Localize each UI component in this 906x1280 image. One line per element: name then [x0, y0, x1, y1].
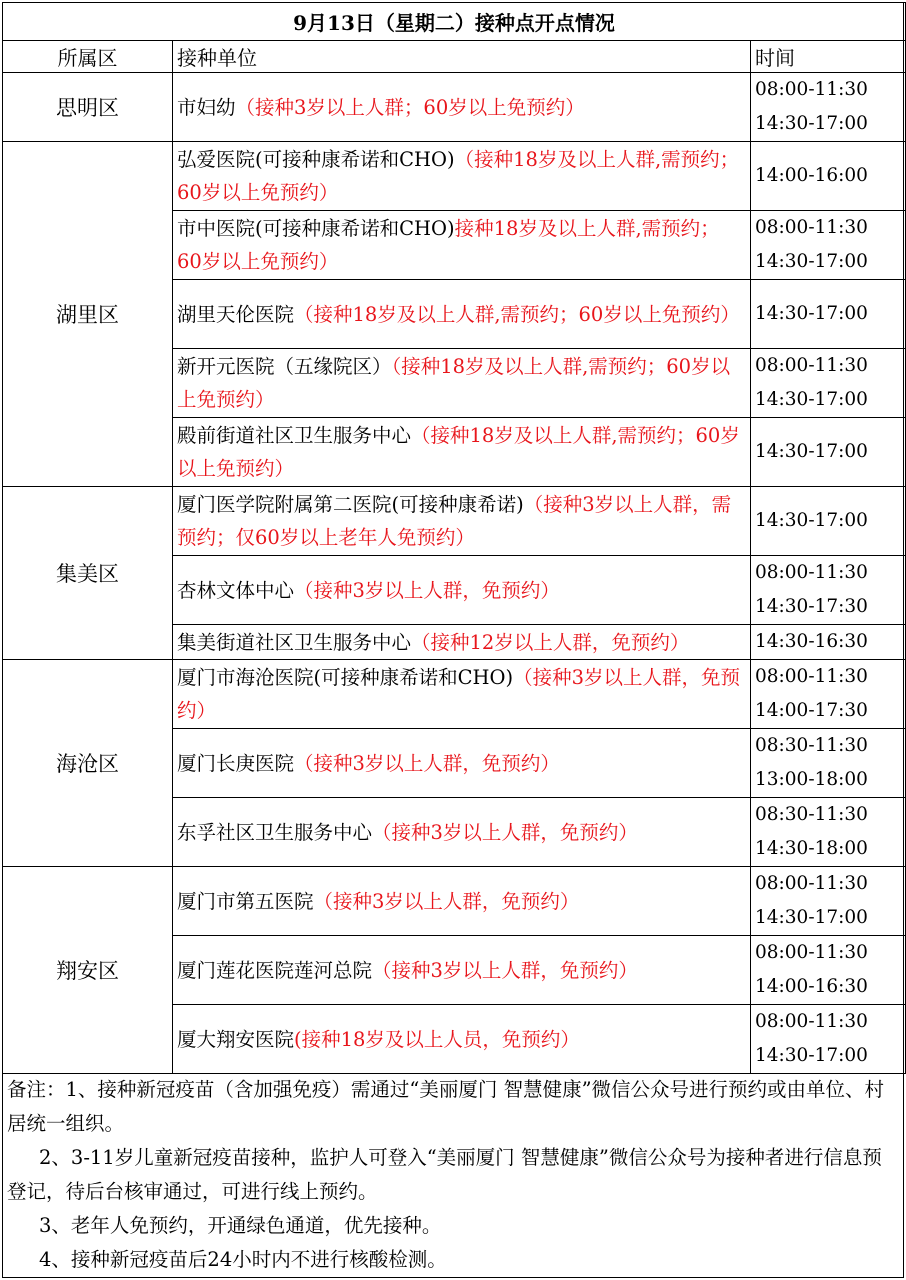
district-cell: 湖里区: [3, 142, 173, 487]
time-cell: [751, 556, 906, 625]
time-cell: [751, 211, 906, 280]
unit-name: 东孚社区卫生服务中心: [177, 820, 373, 844]
district-cell: 集美区: [3, 487, 173, 660]
time-slot: 08:00-11:30: [755, 1011, 868, 1032]
time-cell: [751, 936, 906, 1005]
unit-note: （接种3岁以上人群，免预约）: [372, 958, 638, 982]
time-cell: [751, 73, 906, 142]
unit-note: （接种12岁以上人群，免预约）: [411, 630, 690, 654]
time-cell: [751, 660, 906, 729]
header-district: 所属区: [3, 41, 173, 73]
time-slot: 08:00-11:30: [755, 942, 868, 963]
notes-section: [3, 1073, 901, 1277]
unit-note: （接种3岁以上人群，免预约）: [294, 578, 560, 602]
unit-name: 厦门莲花医院莲河总院: [177, 958, 373, 982]
unit-note: （接种3岁以上人群，免预约）: [294, 751, 560, 775]
time-slot: 14:30-17:00: [755, 907, 868, 928]
time-slot: 14:30-16:30: [755, 631, 868, 652]
note-4: 4、接种新冠疫苗后24小时内不进行核酸检测。: [39, 1248, 447, 1271]
note-3: 3、老年人免预约，开通绿色通道，优先接种。: [39, 1214, 442, 1237]
time-slot: 08:00-11:30: [755, 79, 868, 100]
vaccination-schedule-document: [2, 2, 904, 1278]
time-cell: [751, 487, 906, 556]
time-cell: [751, 625, 906, 660]
time-slot: 14:30-17:00: [755, 510, 868, 531]
header-time: 时间: [751, 41, 906, 73]
time-cell: [751, 280, 906, 349]
table-row: [3, 142, 906, 211]
unit-note: (接种18岁及以上人员，免预约）: [294, 1027, 580, 1051]
unit-note: （接种3岁以上人群，免预约）: [177, 666, 741, 722]
unit-name: 厦门长庚医院: [177, 751, 295, 775]
note-1: 备注：1、接种新冠疫苗（含加强免疫）需通过“美丽厦门 智慧健康”微信公众号进行预约或由单位、村居统一组织。: [7, 1078, 885, 1135]
unit-name: 厦大翔安医院: [177, 1027, 295, 1051]
time-slot: 14:00-16:00: [755, 165, 868, 186]
unit-cell: [173, 280, 751, 349]
unit-cell: [173, 487, 751, 556]
time-slot: 14:00-16:30: [755, 976, 868, 997]
unit-cell: [173, 867, 751, 936]
time-slot: 14:30-17:00: [755, 1045, 868, 1066]
unit-note: （接种18岁及以上人群,需预约；60岁以上免预约）: [177, 424, 740, 480]
time-slot: 14:00-17:30: [755, 700, 868, 721]
unit-cell: [173, 349, 751, 418]
time-slot: 14:30-17:00: [755, 441, 868, 462]
time-cell: [751, 1005, 906, 1074]
unit-name: 杏林文体中心: [177, 578, 295, 602]
unit-cell: [173, 625, 751, 660]
header-unit: 接种单位: [173, 41, 751, 73]
schedule-table: [2, 2, 906, 1074]
unit-note: （接种3岁以上人群，免预约）: [372, 820, 638, 844]
unit-cell: [173, 660, 751, 729]
time-slot: 08:00-11:30: [755, 873, 868, 894]
time-slot: 14:30-17:00: [755, 389, 868, 410]
time-slot: 14:30-17:00: [755, 113, 868, 134]
table-row: [3, 660, 906, 729]
table-row: [3, 73, 906, 142]
time-slot: 14:30-17:30: [755, 596, 868, 617]
unit-note: （接种18岁及以上人群,需预约；60岁以上免预约）: [177, 148, 740, 204]
unit-name: 湖里天伦医院: [177, 302, 295, 326]
unit-cell: [173, 1005, 751, 1074]
time-slot: 08:00-11:30: [755, 562, 868, 583]
time-cell: [751, 349, 906, 418]
time-slot: 14:30-17:00: [755, 251, 868, 272]
unit-note: （接种3岁以上人群；60岁以上免预约）: [235, 95, 585, 119]
time-cell: [751, 729, 906, 798]
time-slot: 14:30-18:00: [755, 838, 868, 859]
unit-cell: [173, 936, 751, 1005]
unit-cell: [173, 556, 751, 625]
time-slot: 08:00-11:30: [755, 217, 868, 238]
unit-note: （接种18岁及以上人群,需预约；60岁以上免预约）: [177, 355, 731, 411]
unit-note: （接种18岁及以上人群,需预约；60岁以上免预约）: [294, 302, 740, 326]
unit-cell: [173, 798, 751, 867]
time-slot: 08:00-11:30: [755, 666, 868, 687]
unit-name: 市中医院(可接种康希诺和CHO): [177, 217, 455, 240]
unit-name: 市妇幼: [177, 95, 236, 119]
table-row: [3, 867, 906, 936]
time-slot: 08:30-11:30: [755, 804, 868, 825]
unit-note: 接种18岁及以上人群,需预约；60岁以上免预约）: [177, 217, 720, 273]
unit-name: 弘爱医院(可接种康希诺和CHO): [177, 148, 455, 171]
unit-cell: [173, 418, 751, 487]
unit-name: 厦门市第五医院: [177, 889, 314, 913]
unit-cell: [173, 729, 751, 798]
time-slot: 08:00-11:30: [755, 355, 868, 376]
district-cell: 翔安区: [3, 867, 173, 1074]
unit-note: （接种3岁以上人群，需预约；仅60岁以上老年人免预约）: [177, 493, 732, 549]
unit-name: 厦门医学院附属第二医院(可接种康希诺): [177, 493, 524, 516]
time-cell: [751, 867, 906, 936]
note-2: 2、3-11岁儿童新冠疫苗接种，监护人可登入“美丽厦门 智慧健康”微信公众号为接种者进行信息预登记，待后台核审通过，可进行线上预约。: [7, 1146, 882, 1203]
time-slot: 13:00-18:00: [755, 769, 868, 790]
unit-name: 厦门市海沧医院(可接种康希诺和CHO): [177, 666, 514, 689]
table-title: 9月13日（星期二）接种点开点情况: [3, 3, 906, 41]
unit-name: 集美街道社区卫生服务中心: [177, 630, 412, 654]
time-cell: [751, 798, 906, 867]
district-cell: 思明区: [3, 73, 173, 142]
unit-cell: [173, 211, 751, 280]
unit-cell: [173, 73, 751, 142]
time-cell: [751, 142, 906, 211]
time-cell: [751, 418, 906, 487]
unit-name: 新开元医院（五缘院区）: [177, 355, 392, 378]
time-slot: 08:30-11:30: [755, 735, 868, 756]
unit-note: （接种3岁以上人群，免预约）: [313, 889, 580, 913]
table-row: [3, 487, 906, 556]
unit-name: 殿前街道社区卫生服务中心: [177, 424, 412, 447]
time-slot: 14:30-17:00: [755, 303, 868, 324]
district-cell: 海沧区: [3, 660, 173, 867]
unit-cell: [173, 142, 751, 211]
